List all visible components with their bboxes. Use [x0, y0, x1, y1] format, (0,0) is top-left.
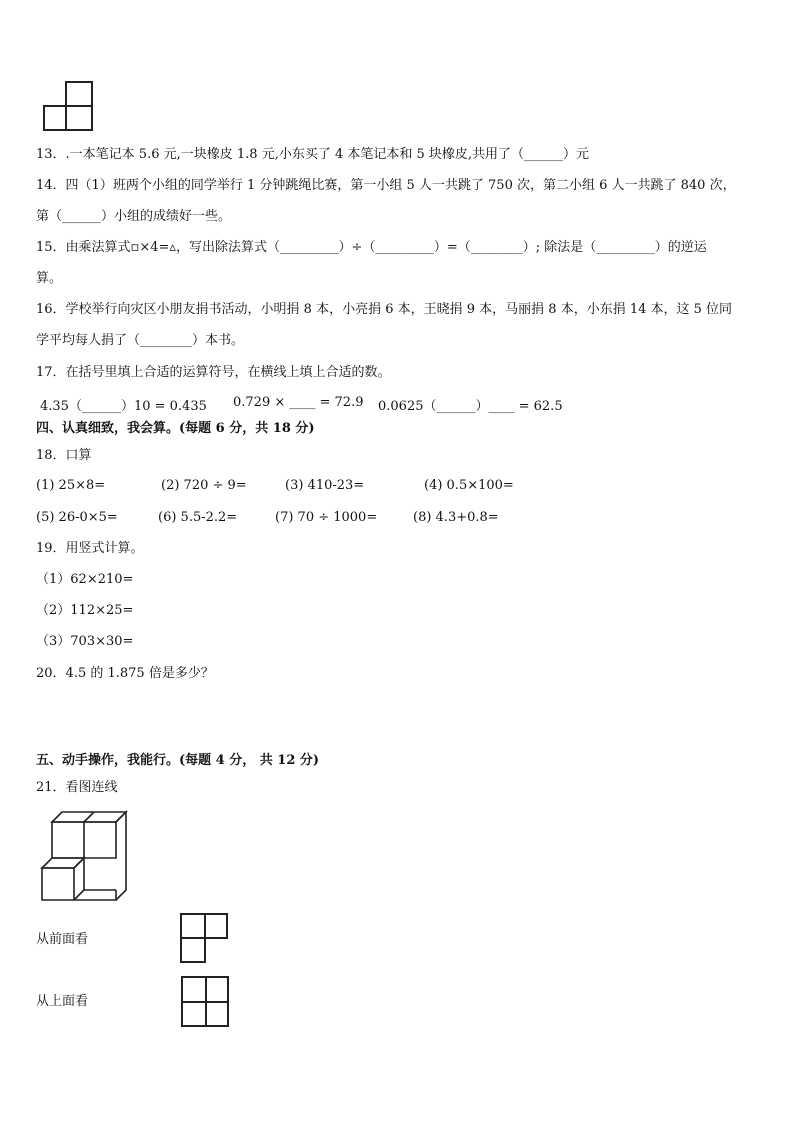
q18-r1-c4: (4) 0.5×100= [424, 478, 514, 493]
q19-item-3: （3）703×30= [36, 634, 134, 649]
question-15: 15．由乘法算式▫×4=▵，写出除法算式（_________）÷（_________）=（________）; 除法是（_________）的逆运 [36, 240, 707, 255]
question-20: 20．4.5 的 1.875 倍是多少？ [36, 666, 214, 681]
question-18: 18．口算 [36, 448, 92, 463]
q18-r1-c1: (1) 25×8= [36, 478, 106, 493]
q18-r1-c2: (2) 720 ÷ 9= [161, 478, 247, 493]
q19-item-2: （2）112×25= [36, 603, 134, 618]
cube-stack-figure [38, 808, 130, 904]
q19-item-1: （1）62×210= [36, 572, 134, 587]
q17-item-1: 4.35（______）10 = 0.435 [40, 399, 207, 414]
section-5-heading: 五、动手操作，我能行。(每题 4 分， 共 12 分) [36, 753, 320, 768]
section-4-heading: 四、认真细致，我会算。(每题 6 分，共 18 分) [36, 421, 315, 436]
question-19: 19．用竖式计算。 [36, 541, 144, 556]
question-16-cont: 学平均每人捐了（________）本书。 [36, 333, 245, 348]
top-square-figure [42, 80, 96, 132]
front-view-figure[interactable] [179, 912, 231, 966]
question-21: 21．看图连线 [36, 780, 118, 795]
question-15-cont: 算。 [36, 271, 63, 286]
q17-item-3: 0.0625（______）____ = 62.5 [378, 399, 563, 414]
view-front-label: 从前面看 [36, 932, 89, 947]
view-top-label: 从上面看 [36, 994, 89, 1009]
q18-r2-c4: (8) 4.3+0.8= [413, 510, 499, 525]
top-view-figure[interactable] [180, 975, 232, 1030]
question-16: 16．学校举行向灾区小朋友捐书活动，小明捐 8 本，小亮捐 6 本，王晓捐 9 本，马丽捐 8 本，小东捐 14 本，这 5 位同 [36, 302, 733, 317]
q18-r2-c3: (7) 70 ÷ 1000= [275, 510, 378, 525]
question-14: 14．四（1）班两个小组的同学举行 1 分钟跳绳比赛，第一小组 5 人一共跳了 750 次，第二小组 6 人一共跳了 840 次， [36, 178, 736, 193]
question-13: 13．.一本笔记本 5.6 元,一块橡皮 1.8 元,小东买了 4 本笔记本和 5 块橡皮,共用了（______）元 [36, 147, 590, 162]
q17-item-2: 0.729 × ____ = 72.9 [233, 395, 364, 410]
q18-r2-c2: (6) 5.5-2.2= [158, 510, 238, 525]
q18-r1-c3: (3) 410-23= [285, 478, 365, 493]
q18-r2-c1: (5) 26-0×5= [36, 510, 118, 525]
question-14-cont: 第（______）小组的成绩好一些。 [36, 209, 232, 224]
question-17: 17．在括号里填上合适的运算符号，在横线上填上合适的数。 [36, 365, 391, 380]
